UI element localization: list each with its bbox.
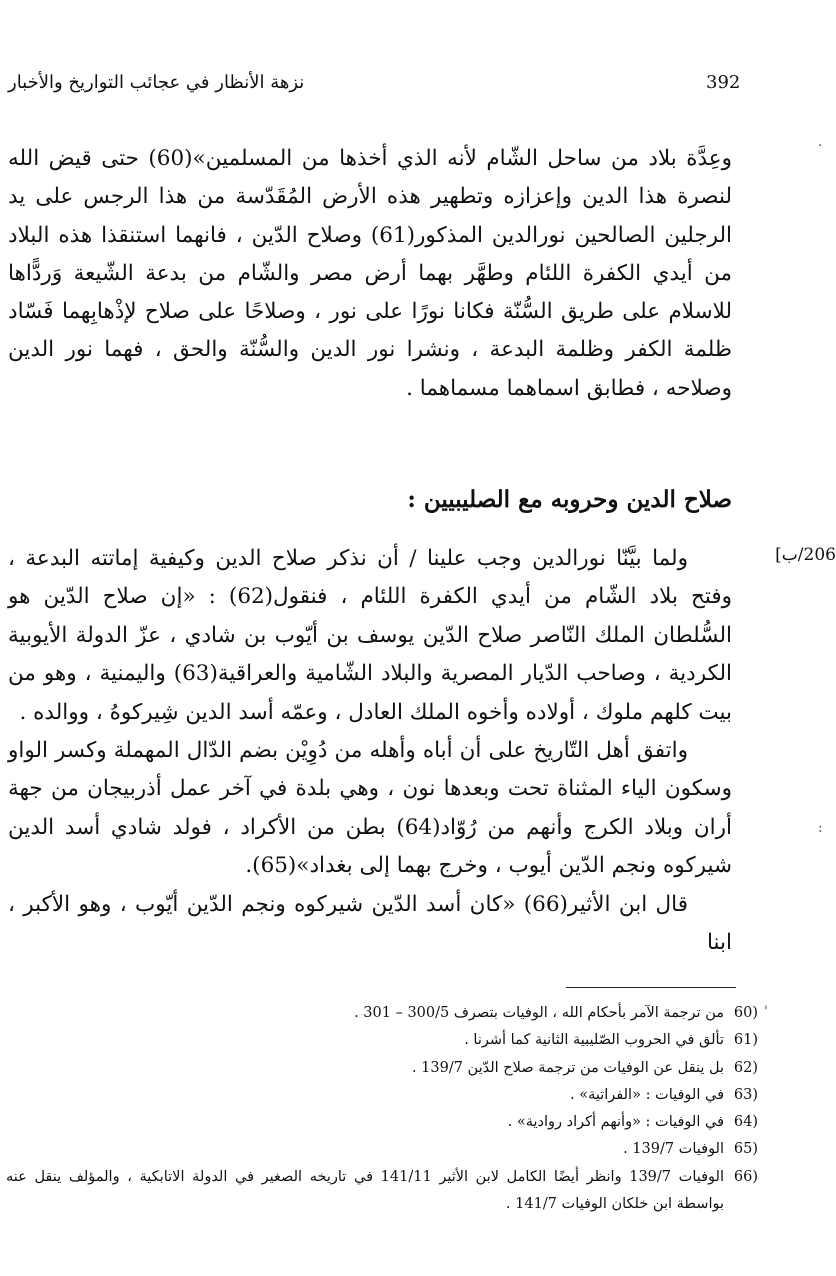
footnote-number: 62) [733,1059,758,1076]
footnote-text: الوفيات 139/7 وانظر أيضًا الكامل لابن الأثير 141/11 في تاريخه الصغير في الدولة الاتابكية ، والمؤلف ينقل عنه بواسطة ابن خلكان الوفيات 141/7 . [6,1168,724,1213]
footnote-item [6,1109,758,1136]
footnote-item [6,1027,758,1054]
running-title: نزهة الأنظار في عجائب التواريخ والأخبار [8,72,305,93]
footnote-number: 66) [733,1168,758,1185]
footnote-text: في الوفيات : «الفراتية» . [570,1086,724,1103]
scan-speck: ' [764,1004,768,1020]
footnote-item [6,1164,758,1219]
footnote-number: 64) [733,1114,758,1131]
footnote-item [6,1136,758,1163]
footnote-text: بل ينقل عن الوفيات من ترجمة صلاح الدّين 139/7 . [411,1059,724,1076]
section-paragraph: قال ابن الأثير(66) «كان أسد الدّين شيركوه ونجم الدّين أيّوب ، وهو الأكبر ، ابنا [8,891,732,956]
footnote-number: 60) [733,1005,758,1021]
page-header [0,72,836,102]
scan-speck: · [818,138,823,154]
section-heading: صلاح الدين وحروبه مع الصليبيين : [407,486,732,513]
section-paragraph: ولما بيَّنّا نورالدين وجب علينا / أن نذكر صلاح الدين وكيفية إماتته البدعة ، وفتح بلاد الشّام من أيدي الكفرة اللئام ، فنقول(62) : «إن صلاح الدّين هو السُّلطان الملك النّاصر صلاح الدّين يوسف بن أيّوب بن شادي ، عزّ الدولة الأيوبية الكردية ، وصاحب الدّيار المصرية والبلاد الشّامية والعراقية(63) واليمنية ، وهو من بيت كلهم ملوك ، أولاده وأخوه الملك العادل ، وعمّه أسد الدين شِيركوهُ ، ووالده . [8,546,733,725]
page-number: 392 [706,72,741,93]
footnote-item [6,1082,758,1109]
footnote-text: تألق في الحروب الصّليبية الثانية كما أشرنا . [464,1032,724,1049]
footnote-text: في الوفيات : «وأنهم أكراد روادية» . [507,1114,724,1131]
footnote-text: الوفيات 139/7 . [623,1141,724,1158]
footnotes-list [6,1000,758,1218]
footnote-number: 61) [733,1032,758,1049]
intro-paragraph: وعِدَّة بلاد من ساحل الشّام لأنه الذي أخذها من المسلمين»(60) حتى قيض الله لنصرة هذا الدين وإعزازه وتطهير هذه الأرض المُقَدّسة من هذا الرجس على يد الرجلين الصالحين نورالدين المذكور(61) وصلاح الدّين ، فانهما استنقذا هذه البلاد من أيدي الكفرة اللئام وطهَّر بهما أرض مصر والشّام من بدعة الشّيعة وَردًّاها للاسلام على طريق السُّنّة فكانا نورًا على نور ، وصلاحًا على صلاح لإذْهابِهما فَسّاد ظلمة الكفر وظلمة البدعة ، ونشرا نور الدين والسُّنّة والحق ، فهما نور الدين وصلاحه ، فطابق اسماهما مسماهما . [8,146,732,401]
scan-speck: : [818,820,823,836]
footnote-item [6,1000,758,1027]
section-text-block [8,540,732,962]
margin-folio-note: 206/ب] [775,545,836,565]
footnote-divider [566,987,736,988]
footnote-text: من ترجمة الآمر بأحكام الله ، الوفيات بتصرف 300/5 – 301 . [354,1005,724,1021]
footnote-item [6,1055,758,1082]
section-paragraph: واتفق أهل التّاريخ على أن أباه وأهله من دُوِيْن بضم الدّال المهملة وكسر الواو وسكون الياء المثناة تحت وبعدها نون ، وهي بلدة في آخر عمل أذربيجان من جهة أران وبلاد الكرج وأنهم من رُوّاد(64) بطن من الأكراد ، فولد شادي أسد الدين شيركوه ونجم الدّين أيوب ، وخرج بهما إلى بغداد»(65). [8,738,733,879]
intro-text-block [8,140,732,408]
footnote-number: 63) [733,1086,758,1103]
footnote-number: 65) [733,1141,758,1158]
